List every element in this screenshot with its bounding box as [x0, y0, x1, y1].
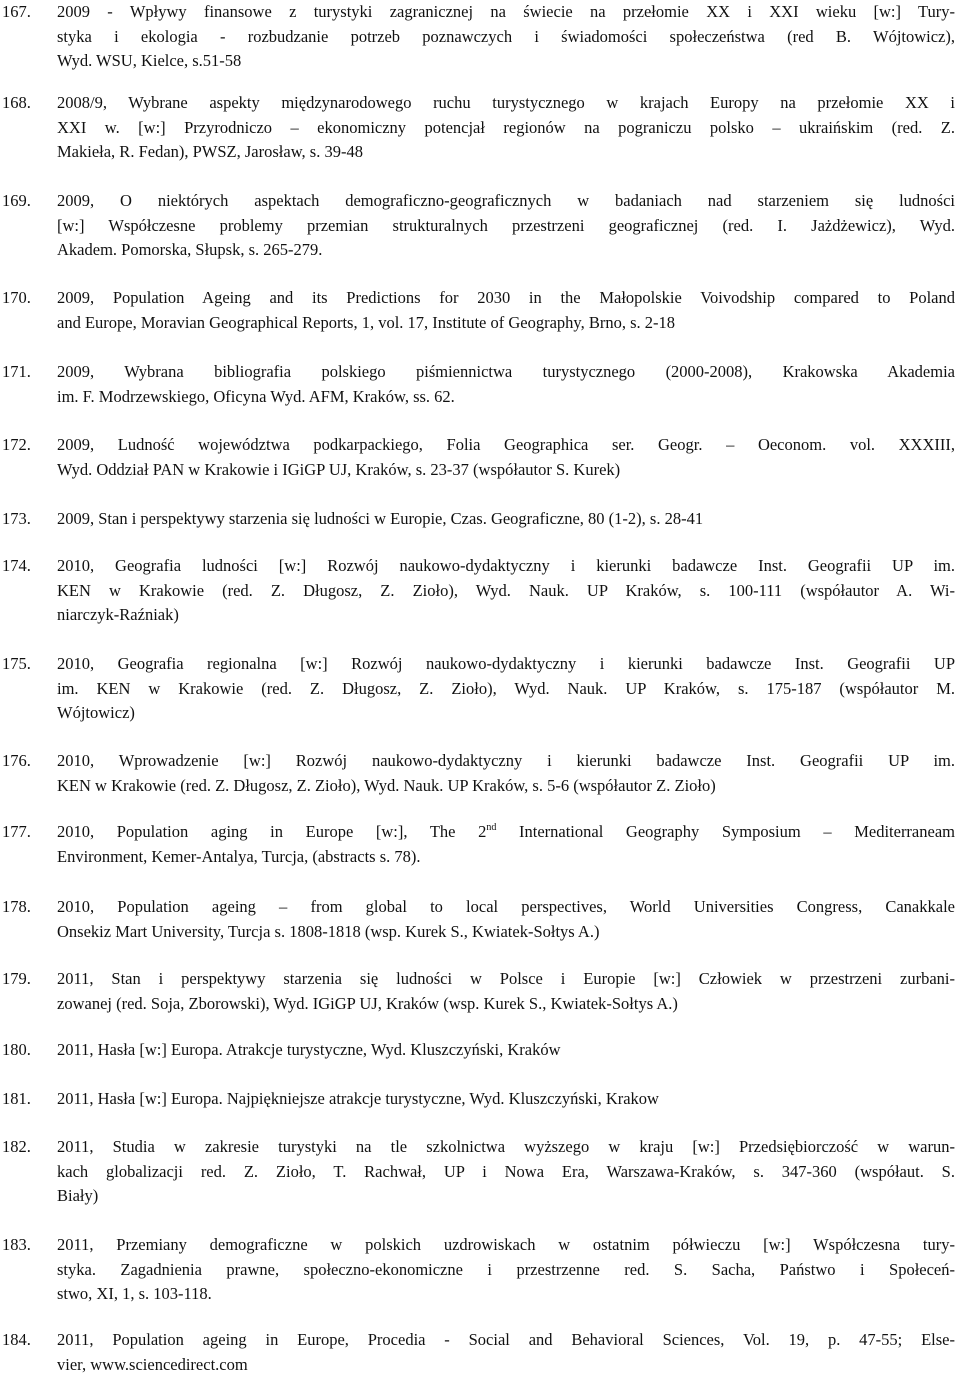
entry-number: 179.	[2, 969, 31, 988]
entry-text-line: kach globalizacji red. Z. Zioło, T. Rachwał, UP i Nowa Era, Warszawa-Kraków, s. 347-360 (współaut. S.	[57, 1161, 955, 1181]
entry-text-line: XXI w. [w:] Przyrodniczo – ekonomiczny potencjał regionów na pograniczu polsko – ukraińskim (red. Z.	[57, 117, 955, 137]
entry-text-line: Wyd. Oddział PAN w Krakowie i IGiGP UJ, Kraków, s. 23-37 (współautor S. Kurek)	[57, 459, 621, 479]
entry-number: 182.	[2, 1137, 31, 1156]
entry-number: 171.	[2, 362, 31, 381]
entry-number: 168.	[2, 93, 31, 112]
entry-text-line: KEN w Krakowie (red. Z. Długosz, Z. Zioło), Wyd. Nauk. UP Kraków, s. 100-111 (współautor A. Wi-	[57, 580, 955, 600]
entry-text-line: 2009, Stan i perspektywy starzenia się ludności w Europie, Czas. Geograficzne, 80 (1-2), s. 28-41	[57, 509, 704, 528]
entry-text-line: 2011, Population ageing in Europe, Procedia - Social and Behavioral Sciences, Vol. 19, p. 47-55; Else-	[57, 1330, 955, 1349]
entry-number: 175.	[2, 654, 31, 673]
entry-text-line: Biały)	[57, 1186, 99, 1206]
superscript: nd	[486, 822, 497, 833]
entry-text-line: 2010, Wprowadzenie [w:] Rozwój naukowo-dydaktyczny i kierunki badawcze Inst. Geografii UP im.	[57, 751, 955, 770]
entry-text-line: zowanej (red. Soja, Zborowski), Wyd. IGiGP UJ, Kraków (wsp. Kurek S., Kwiatek-Sołtys A.)	[57, 993, 678, 1013]
entry-number: 167.	[2, 2, 31, 21]
entry-text-line: Makieła, R. Fedan), PWSZ, Jarosław, s. 39-48	[57, 142, 363, 162]
entry-text-line: 2011, Przemiany demograficzne w polskich uzdrowiskach w ostatnim półwieczu [w:] Współczesna tury-	[57, 1235, 955, 1254]
entry-text-line: Onsekiz Mart University, Turcja s. 1808-1818 (wsp. Kurek S., Kwiatek-Sołtys A.)	[57, 921, 600, 941]
entry-text-line: 2010, Population ageing – from global to local perspectives, World Universities Congress, Canakkale	[57, 897, 955, 916]
entry-text-line: 2011, Hasła [w:] Europa. Atrakcje turystyczne, Wyd. Kluszczyński, Kraków	[57, 1040, 561, 1059]
entry-text-line: 2009 - Wpływy finansowe z turystyki zagranicznej na świecie na przełomie XX i XXI wieku [w:] Tury-	[57, 2, 955, 21]
entry-text-line: 2008/9, Wybrane aspekty międzynarodowego ruchu turystycznego w krajach Europy na przełomie XX i	[57, 93, 955, 112]
entry-number: 170.	[2, 288, 31, 307]
entry-text-line: 2011, Stan i perspektywy starzenia się ludności w Polsce i Europie [w:] Człowiek w przestrzeni zurbani-	[57, 969, 955, 988]
entry-text-line: and Europe, Moravian Geographical Reports, 1, vol. 17, Institute of Geography, Brno, s. 2-18	[57, 312, 676, 332]
entry-text-line: 2011, Hasła [w:] Europa. Najpiękniejsze atrakcje turystyczne, Wyd. Kluszczyński, Krakow	[57, 1089, 659, 1108]
entry-text-line: styka. Zagadnienia prawne, społeczno-ekonomiczne i przestrzenne red. S. Sacha, Państwo i Społeceń-	[57, 1259, 955, 1279]
entry-number: 169.	[2, 191, 31, 210]
entry-number: 181.	[2, 1089, 31, 1108]
entry-text-line: 2009, Wybrana bibliografia polskiego piśmiennictwa turystycznego (2000-2008), Krakowska Akademia	[57, 362, 955, 381]
entry-number: 173.	[2, 509, 31, 528]
entry-text-line: 2011, Studia w zakresie turystyki na tle szkolnictwa wyższego w kraju [w:] Przedsiębiorczość w warun-	[57, 1137, 955, 1156]
entry-text-line: Wyd. WSU, Kielce, s.51-58	[57, 51, 242, 71]
entry-number: 174.	[2, 556, 31, 575]
entry-number: 180.	[2, 1040, 31, 1059]
entry-number: 183.	[2, 1235, 31, 1254]
entry-text-line: 2009, Ludność województwa podkarpackiego, Folia Geographica ser. Geogr. – Oeconom. vol. XXXIII,	[57, 435, 955, 454]
entry-text-line: 2010, Geografia regionalna [w:] Rozwój naukowo-dydaktyczny i kierunki badawcze Inst. Geografii UP	[57, 654, 955, 673]
entry-text-line: stwo, XI, 1, s. 103-118.	[57, 1284, 212, 1304]
entry-text-line: Akadem. Pomorska, Słupsk, s. 265-279.	[57, 240, 323, 260]
entry-number: 177.	[2, 822, 31, 841]
entry-text-line: KEN w Krakowie (red. Z. Długosz, Z. Zioło), Wyd. Nauk. UP Kraków, s. 5-6 (współautor Z. Zioło)	[57, 775, 716, 795]
entry-text-line: Environment, Kemer-Antalya, Turcja, (abstracts s. 78).	[57, 846, 421, 866]
entry-text-line: Wójtowicz)	[57, 703, 135, 723]
entry-text-line: 2009, O niektórych aspektach demograficzno-geograficznych w badaniach nad starzeniem się ludności	[57, 191, 955, 210]
entry-number: 178.	[2, 897, 31, 916]
entry-text-line: 2009, Population Ageing and its Predictions for 2030 in the Małopolskie Voivodship compared to Poland	[57, 288, 955, 307]
entry-text-line: vier, www.sciencedirect.com	[57, 1354, 248, 1374]
entry-number: 184.	[2, 1330, 31, 1349]
entry-text-line: im. KEN w Krakowie (red. Z. Długosz, Z. Zioło), Wyd. Nauk. UP Kraków, s. 175-187 (współautor M.	[57, 678, 955, 698]
entry-text-line: niarczyk-Raźniak)	[57, 605, 179, 625]
entry-text-line: 2010, Population aging in Europe [w:], The 2nd International Geography Symposium – Mediterraneam	[57, 822, 955, 841]
entry-text-line: styka i ekologia - rozbudzanie potrzeb poznawczych i świadomości społeczeństwa (red B. Wójtowicz),	[57, 26, 955, 46]
entry-number: 172.	[2, 435, 31, 454]
entry-text-line: [w:] Współczesne problemy przemian strukturalnych przestrzeni geograficznej (red. I. Jażdżewicz), Wyd.	[57, 215, 955, 235]
entry-number: 176.	[2, 751, 31, 770]
entry-text-line: 2010, Geografia ludności [w:] Rozwój naukowo-dydaktyczny i kierunki badawcze Inst. Geografii UP im.	[57, 556, 955, 575]
entry-text-line: im. F. Modrzewskiego, Oficyna Wyd. AFM, Kraków, ss. 62.	[57, 386, 455, 406]
